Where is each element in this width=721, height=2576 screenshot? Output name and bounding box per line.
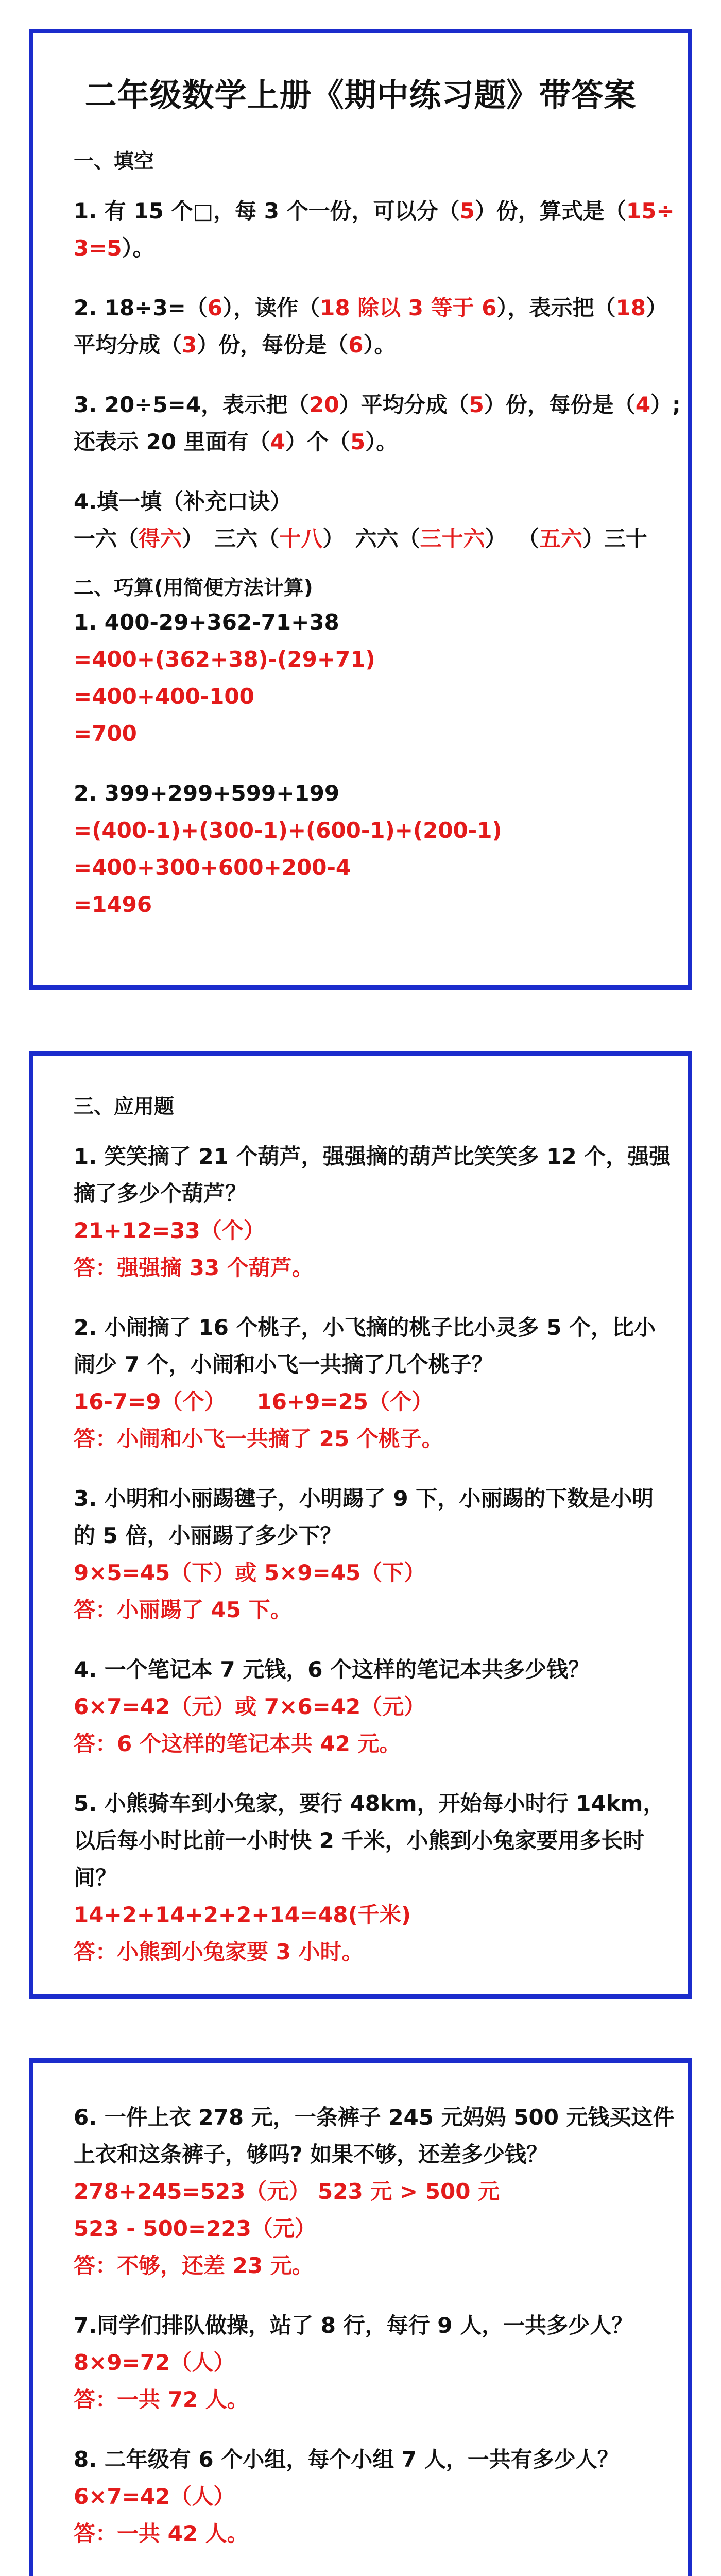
problem-6-work-2: 523 - 500=223（元） [74, 2216, 316, 2241]
page-title: 二年级数学上册《期中练习题》带答案 [84, 76, 637, 114]
problem-2-line-1: 2. 小闹摘了 16 个桃子，小飞摘的桃子比小灵多 5 个，比小 [74, 1315, 656, 1340]
question-4-mnemonics [74, 520, 647, 557]
problem-3-work: 9×5=45（下）或 5×9=45（下） [74, 1560, 426, 1585]
question-1: 1. 有 15 个□，每 3 个一份，可以分（5）份，算式是（15÷ [74, 198, 675, 224]
problem-3-answer: 答：小丽踢了 45 下。 [74, 1597, 292, 1622]
calc-2-step-3: =1496 [74, 892, 152, 917]
calc-1-step-3: =700 [74, 721, 137, 746]
problem-5-answer: 答：小熊到小兔家要 3 小时。 [74, 1939, 364, 1964]
section-card-word-problems [29, 1051, 692, 1999]
calc-2-question: 2. 399+299+599+199 [74, 781, 340, 806]
section-heading-fill-blanks: 一、填空 [74, 150, 154, 173]
mnemonic-1: 一六（得六） [74, 526, 204, 551]
problem-5-line-2: 以后每小时比前一小时快 2 千米，小熊到小兔家要用多长时 [74, 1828, 645, 1853]
problem-8-work: 6×7=42（人） [74, 2484, 235, 2509]
problem-1-answer: 答：强强摘 33 个葫芦。 [74, 1255, 314, 1280]
section-heading-word-problems: 三、应用题 [74, 1095, 175, 1118]
problem-7-work: 8×9=72（人） [74, 2350, 235, 2375]
problem-5-work: 14+2+14+2+2+14=48(千米) [74, 1902, 411, 1927]
problem-1-line-1: 1. 笑笑摘了 21 个葫芦，强强摘的葫芦比笑笑多 12 个，强强 [74, 1144, 671, 1169]
problem-8-answer: 答：一共 42 人。 [74, 2521, 249, 2546]
problem-1-work: 21+12=33（个） [74, 1218, 265, 1243]
section-card-fill-and-calc [29, 29, 692, 990]
calc-1-question: 1. 400-29+362-71+38 [74, 609, 339, 635]
problem-5-line-1: 5. 小熊骑车到小兔家，要行 48km，开始每小时行 14km， [74, 1791, 665, 1816]
problem-6-line-1: 6. 一件上衣 278 元，一条裤子 245 元妈妈 500 元钱买这件 [74, 2105, 675, 2130]
problem-8-line-1: 8. 二年级有 6 个小组，每个小组 7 人，一共有多少人？ [74, 2447, 619, 2472]
section-card-more-problems [29, 2058, 692, 2576]
question-3-cont: 还表示 20 里面有（4）个（5）。 [74, 429, 398, 454]
mnemonic-2: 三六（十八） [214, 526, 345, 551]
problem-4-work: 6×7=42（元）或 7×6=42（元） [74, 1694, 426, 1719]
mnemonic-3: 六六（三十六） [355, 526, 507, 551]
question-1-cont: 3=5）。 [74, 235, 154, 261]
problem-7-answer: 答：一共 72 人。 [74, 2387, 249, 2412]
problem-2-line-2: 闹少 7 个，小闹和小飞一共摘了几个桃子？ [74, 1352, 493, 1377]
problem-1-line-2: 摘了多少个葫芦？ [74, 1181, 247, 1206]
problem-3-line-1: 3. 小明和小丽踢毽子，小明踢了 9 下，小丽踢的下数是小明 [74, 1486, 654, 1511]
question-2: 2. 18÷3=（6），读作（18 除以 3 等于 6），表示把（18） [74, 295, 667, 320]
question-4-title: 4.填一填（补充口诀） [74, 489, 292, 514]
problem-4-answer: 答：6 个这样的笔记本共 42 元。 [74, 1731, 401, 1756]
calc-2-step-1: =(400-1)+(300-1)+(600-1)+(200-1) [74, 818, 502, 843]
problem-3-line-2: 的 5 倍，小丽踢了多少下？ [74, 1523, 342, 1548]
calc-1-step-2: =400+400-100 [74, 684, 254, 709]
problem-2-answer: 答：小闹和小飞一共摘了 25 个桃子。 [74, 1426, 443, 1451]
calc-1-step-1: =400+(362+38)-(29+71) [74, 647, 375, 672]
problem-2-work: 16-7=9（个） 16+9=25（个） [74, 1389, 434, 1414]
mnemonic-4: （五六）三十 [517, 526, 647, 551]
problem-6-line-2: 上衣和这条裤子，够吗? 如果不够，还差多少钱？ [74, 2142, 548, 2167]
calc-2-step-2: =400+300+600+200-4 [74, 855, 351, 880]
problem-6-work-1: 278+245=523（元） 523 元 > 500 元 [74, 2179, 500, 2204]
problem-5-line-3: 间？ [74, 1865, 117, 1890]
question-3: 3. 20÷5=4，表示把（20）平均分成（5）份，每份是（4）; [74, 392, 681, 417]
problem-7-line-1: 7.同学们排队做操，站了 8 行，每行 9 人，一共多少人？ [74, 2313, 633, 2338]
section-heading-smart-calc: 二、巧算(用简便方法计算) [74, 577, 313, 600]
question-2-cont: 平均分成（3）份，每份是（6）。 [74, 332, 396, 358]
problem-6-answer: 答：不够，还差 23 元。 [74, 2253, 314, 2278]
problem-4-line-1: 4. 一个笔记本 7 元钱，6 个这样的笔记本共多少钱？ [74, 1657, 590, 1682]
